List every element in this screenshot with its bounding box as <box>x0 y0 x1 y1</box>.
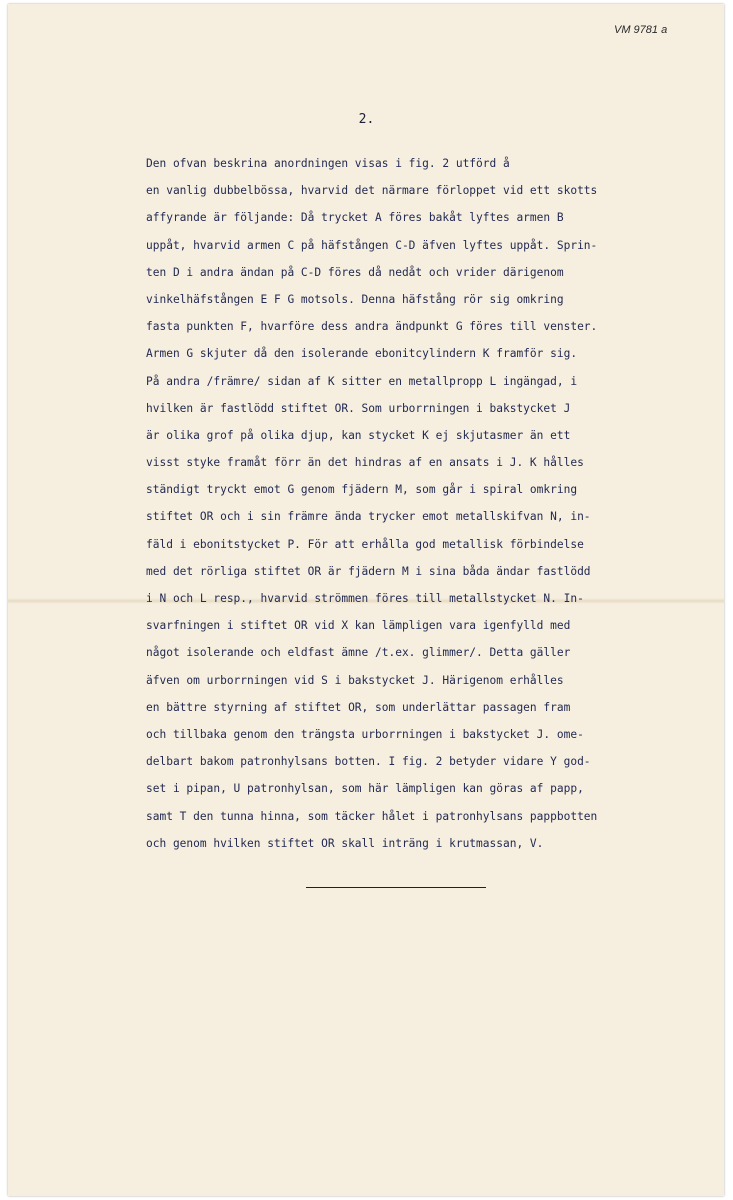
text-line: stiftet OR och i sin främre ända trycker emot metallskifvan N, in- <box>146 510 591 524</box>
text-line: fäld i ebonitstycket P. För att erhålla god metallisk förbindelse <box>146 537 584 551</box>
text-line: ständigt tryckt emot G genom fjädern M, som går i spiral omkring <box>146 483 578 497</box>
text-line: äfven om urborrningen vid S i bakstycket J. Härigenom erhålles <box>146 673 564 687</box>
text-line: med det rörliga stiftet OR är fjädern M i sina båda ändar fastlödd <box>146 564 591 578</box>
text-line: i N och L resp., hvarvid strömmen föres till metallstycket N. In- <box>146 592 584 605</box>
text-line: På andra /främre/ sidan af K sitter en metallpropp L ingängad, i <box>146 374 578 388</box>
text-line: och tillbaka genom den trängsta urborrningen i bakstycket J. ome- <box>146 727 584 741</box>
text-line: Armen G skjuter då den isolerande ebonitcylindern K framför sig. <box>146 347 578 361</box>
text-line: hvilken är fastlödd stiftet OR. Som urborrningen i bakstycket J <box>146 401 571 415</box>
archive-id: VM 9781 a <box>614 24 668 36</box>
text-line: samt T den tunna hinna, som täcker hålet i patronhylsans pappbotten <box>146 809 598 823</box>
text-line: visst styke framåt förr än det hindras af en ansats i J. K hålles <box>146 456 584 470</box>
text-line: Den ofvan beskrina anordningen visas i fig. 2 utförd å <box>146 157 510 170</box>
closing-rule <box>306 887 486 888</box>
text-line: affyrande är följande: Då trycket A föres bakåt lyftes armen B <box>146 211 564 225</box>
text-line: och genom hvilken stiftet OR skall inträng i krutmassan, V. <box>146 836 544 850</box>
text-line: är olika grof på olika djup, kan stycket K ej skjutasmer än ett <box>146 428 571 442</box>
text-line: svarfningen i stiftet OR vid X kan lämpligen vara igenfylld med <box>146 619 571 633</box>
text-line: fasta punkten F, hvarföre dess andra ändpunkt G föres till venster. <box>146 320 598 334</box>
text-line: något isolerande och eldfast ämne /t.ex. glimmer/. Detta gäller <box>146 646 571 660</box>
text-line: vinkelhäfstången E F G motsols. Denna häfstång rör sig omkring <box>146 292 564 306</box>
text-line: delbart bakom patronhylsans botten. I fig. 2 betyder vidare Y god- <box>146 755 591 769</box>
text-line: en bättre styrning af stiftet OR, som underlättar passagen fram <box>146 700 571 714</box>
page-number: 2. <box>358 112 375 127</box>
text-line: ten D i andra ändan på C-D föres då nedåt och vrider därigenom <box>146 265 564 279</box>
text-line: set i pipan, U patronhylsan, som här lämpligen kan göras af papp, <box>146 782 584 796</box>
typed-body <box>146 150 691 857</box>
text-line: uppåt, hvarvid armen C på häfstången C-D äfven lyftes uppåt. Sprin- <box>146 238 598 252</box>
text-line: en vanlig dubbelbössa, hvarvid det närmare förloppet vid ett skotts <box>146 184 598 198</box>
